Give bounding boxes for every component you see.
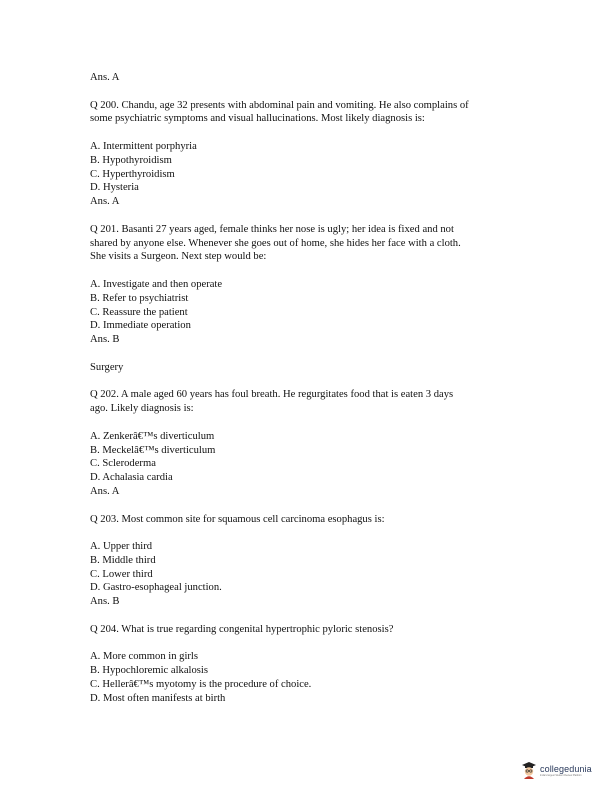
collegedunia-logo	[521, 761, 592, 779]
answer-line: Ans. B	[90, 334, 120, 346]
option-c: C. Lower third	[90, 568, 153, 580]
question-stem: Q 203. Most common site for squamous cell carcinoma esophagus is:	[90, 513, 385, 525]
option-a: A. Upper third	[90, 541, 153, 553]
answer-line: Ans. A	[90, 72, 120, 83]
option-c: C. Hellerâ€™s myotomy is the procedure of choice.	[90, 679, 312, 691]
option-b: B. Meckelâ€™s diverticulum	[90, 444, 216, 456]
option-a: A. Zenkerâ€™s diverticulum	[90, 430, 215, 442]
question-stem: Q 201. Basanti 27 years aged, female thinks her nose is ugly; her idea is fixed and not	[90, 223, 454, 235]
student-mascot-icon	[521, 761, 537, 779]
answer-line: Ans. A	[90, 485, 120, 497]
question-block	[90, 513, 530, 610]
question-block	[90, 99, 530, 209]
question-stem: shared by anyone else. Whenever she goes out of home, she hides her face with a cloth.	[90, 237, 461, 249]
option-d: D. Immediate operation	[90, 320, 191, 332]
question-block	[90, 223, 530, 347]
option-b: B. Middle third	[90, 554, 156, 566]
section-heading: Surgery	[90, 361, 124, 373]
option-a: A. Investigate and then operate	[90, 278, 223, 290]
option-b: B. Refer to psychiatrist	[90, 292, 189, 304]
question-stem: some psychiatric symptoms and visual hallucinations. Most likely diagnosis is:	[90, 113, 425, 125]
question-stem: Q 204. What is true regarding congenital hypertrophic pyloric stenosis?	[90, 623, 394, 635]
option-d: D. Hysteria	[90, 182, 139, 194]
question-block	[90, 623, 530, 706]
option-a: A. Intermittent porphyria	[90, 140, 197, 152]
answer-line: Ans. B	[90, 596, 120, 608]
logo-tagline: India's largest Student Review Platform	[540, 773, 582, 777]
document-body	[90, 71, 530, 706]
option-b: B. Hypothyroidism	[90, 154, 172, 166]
question-stem: She visits a Surgeon. Next step would be:	[90, 251, 267, 263]
question-block	[90, 388, 530, 498]
option-c: C. Hyperthyroidism	[90, 168, 175, 180]
option-d: D. Most often manifests at birth	[90, 692, 226, 704]
option-c: C. Reassure the patient	[90, 306, 188, 318]
question-stem: ago. Likely diagnosis is:	[90, 403, 194, 415]
option-a: A. More common in girls	[90, 651, 198, 663]
question-stem: Q 202. A male aged 60 years has foul breath. He regurgitates food that is eaten 3 days	[90, 389, 454, 401]
logo-text: collegedunia	[540, 763, 592, 774]
option-d: D. Achalasia cardia	[90, 472, 173, 484]
option-b: B. Hypochloremic alkalosis	[90, 665, 208, 677]
option-c: C. Scleroderma	[90, 458, 156, 470]
question-stem: Q 200. Chandu, age 32 presents with abdominal pain and vomiting. He also complains of	[90, 99, 469, 111]
answer-line: Ans. A	[90, 196, 120, 208]
option-d: D. Gastro-esophageal junction.	[90, 582, 222, 594]
